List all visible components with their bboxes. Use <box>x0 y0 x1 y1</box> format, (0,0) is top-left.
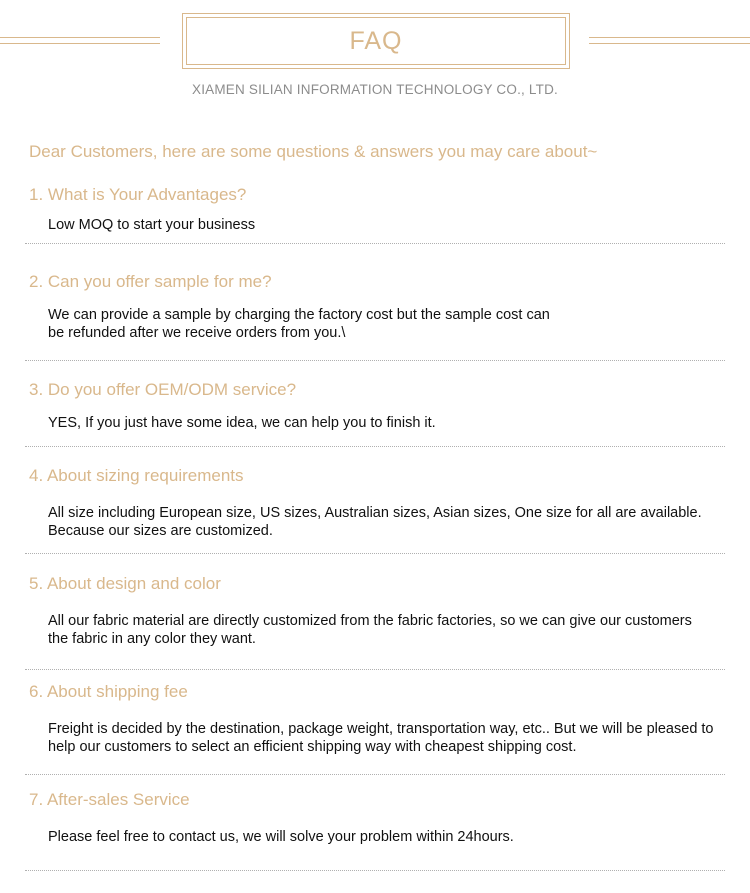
faq-answer-5: All our fabric material are directly customized from the fabric factories, so we can give our customers the fabric in any color they want. <box>48 613 692 647</box>
faq-answer-6: Freight is decided by the destination, package weight, transportation way, etc.. But we will be pleased to help our customers to select an efficient shipping way with cheapest shipping cost. <box>48 721 714 755</box>
faq-divider <box>25 669 725 670</box>
faq-header <box>0 0 750 110</box>
faq-question-1: 1. What is Your Advantages? <box>29 185 247 204</box>
faq-divider <box>25 774 725 775</box>
intro-text: Dear Customers, here are some questions & answers you may care about~ <box>29 142 598 161</box>
faq-question-2: 2. Can you offer sample for me? <box>29 272 272 291</box>
faq-divider <box>25 870 725 871</box>
faq-divider <box>25 553 725 554</box>
faq-question-3: 3. Do you offer OEM/ODM service? <box>29 380 297 399</box>
company-name: XIAMEN SILIAN INFORMATION TECHNOLOGY CO., LTD. <box>191 82 558 97</box>
faq-divider <box>25 243 725 244</box>
faq-answer-2: We can provide a sample by charging the factory cost but the sample cost can be refunded after we receive orders from you.\ <box>48 307 550 341</box>
faq-question-4: 4. About sizing requirements <box>29 466 244 485</box>
faq-divider <box>25 446 725 447</box>
decorative-line-left <box>0 37 160 44</box>
faq-question-6: 6. About shipping fee <box>29 682 188 701</box>
decorative-line-right <box>589 37 750 44</box>
faq-question-5: 5. About design and color <box>29 574 221 593</box>
faq-answer-4: All size including European size, US sizes, Australian sizes, Asian sizes, One size for all are available. Because our sizes are customized. <box>48 505 702 539</box>
faq-question-7: 7. After-sales Service <box>29 790 190 809</box>
page-title: FAQ <box>349 27 403 55</box>
faq-answer-7: Please feel free to contact us, we will solve your problem within 24hours. <box>48 829 514 845</box>
faq-answer-1: Low MOQ to start your business <box>48 217 256 233</box>
faq-answer-3: YES, If you just have some idea, we can help you to finish it. <box>48 415 436 431</box>
faq-divider <box>25 360 725 361</box>
